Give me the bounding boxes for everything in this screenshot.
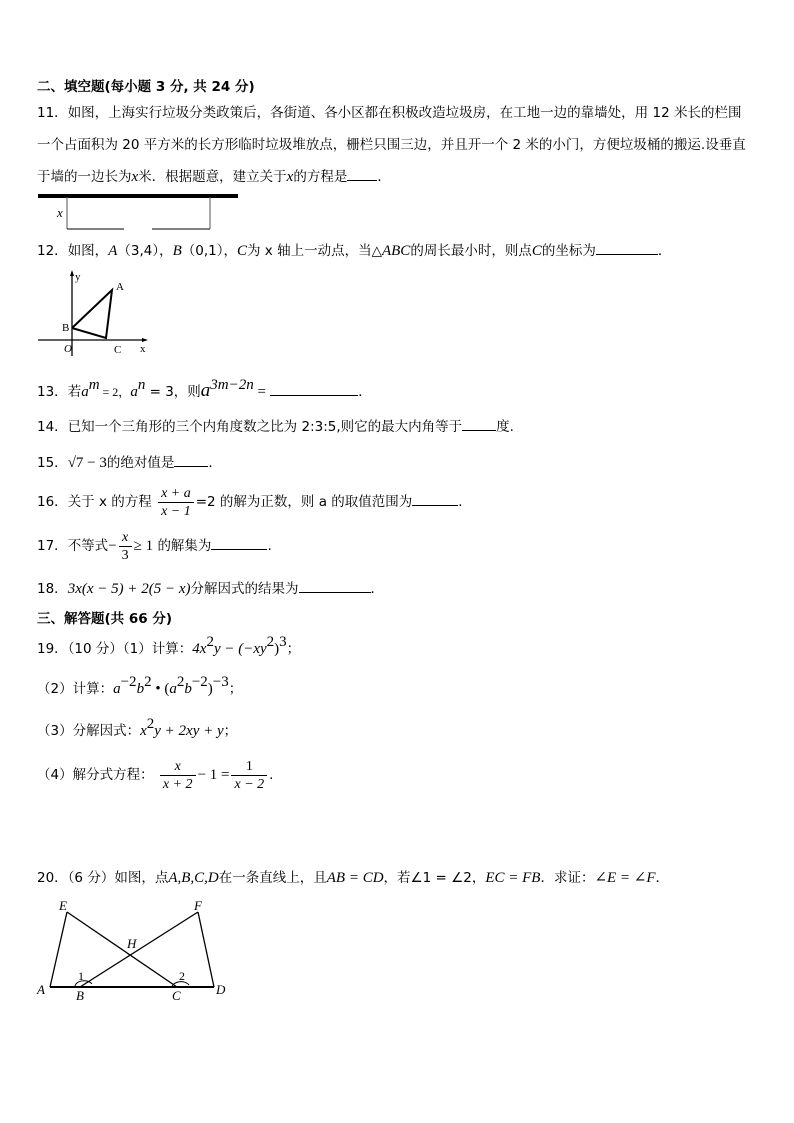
question-14-line: 14．已知一个三角形的三个内角度数之比为 2:3:5,则它的最大内角等于 度. (37, 416, 514, 436)
q20-geometry-figure (34, 894, 234, 1004)
svg-text:O: O (64, 343, 72, 355)
answer-blank[interactable] (347, 166, 377, 181)
answer-blank[interactable] (211, 535, 267, 550)
fraction: $\frac{x + a}{x - 1}$ (158, 485, 194, 520)
question-19-part-2: （2）计算：$a^{-2}b^2$ • $(a^2b^{-2})^{-3}$； (37, 674, 243, 697)
svg-text:D: D (216, 982, 226, 997)
fraction: $\frac{x}{3}$ (119, 529, 132, 564)
svg-text:B: B (76, 988, 84, 1003)
fraction: $\frac{1}{x - 2}$ (231, 758, 267, 793)
q11-fence-figure (36, 192, 246, 232)
svg-text:A: A (37, 982, 45, 997)
svg-text:F: F (194, 898, 202, 913)
section-3-heading: 三、解答题(共 66 分) (37, 611, 173, 627)
answer-blank[interactable] (299, 578, 371, 593)
question-12-line: 12．如图，A（3,4），B（0,1），C为 x 轴上一动点，当△ABC的周长最小时，则点C的坐标为 ． (37, 240, 671, 260)
question-11-line-1: 11．如图，上海实行垃圾分类政策后，各街道、各小区都在积极改造垃圾房，在工地一边的靠墙处，用 12 米长的栏围 (37, 105, 742, 121)
question-11-line-2: 一个占面积为 20 平方米的长方形临时垃圾堆放点，栅栏只围三边，并且开一个 2 米的小门，方便垃圾桶的搬运.设垂直 (37, 137, 746, 153)
svg-text:B: B (62, 322, 70, 334)
svg-text:2: 2 (179, 969, 185, 983)
question-17-line: 17．不等式− $\frac{x}{3}$ ≥ 1 的解集为 . (37, 529, 272, 563)
question-18-line: 18．3x(x − 5) + 2(5 − x)分解因式的结果为 ． (37, 578, 384, 598)
question-16-line: 16．关于 x 的方程 $\frac{x + a}{x - 1}$ =2 的解为正数，则 a 的取值范围为 ． (37, 485, 472, 519)
answer-blank[interactable] (412, 491, 458, 506)
svg-text:y: y (75, 271, 81, 283)
fence-side-label: x (57, 205, 63, 220)
question-11-line-3: 于墙的一边长为x米．根据题意，建立关于x的方程是 ． (37, 166, 391, 186)
q12-coordinate-figure (36, 268, 156, 360)
question-19-part-1: 19．（10 分）（1）计算：$4x^2y - (-xy^2)^3$； (37, 634, 301, 657)
answer-blank[interactable] (270, 381, 358, 396)
svg-text:H: H (127, 936, 137, 951)
answer-blank[interactable] (596, 240, 658, 255)
fraction: $\frac{x}{x + 2}$ (160, 758, 196, 793)
svg-text:C: C (114, 344, 122, 356)
question-20-line: 20．（6 分）如图，点A,B,C,D在一条直线上，且AB = CD，若∠1 = ∠2，EC = FB．求证：∠E = ∠F． (37, 870, 670, 886)
svg-text:x: x (140, 343, 146, 355)
answer-blank[interactable] (462, 416, 496, 431)
question-19-part-3: （3）分解因式：$x^2y + 2xy + y$； (37, 716, 238, 739)
svg-text:A: A (116, 281, 124, 293)
answer-blank[interactable] (174, 452, 208, 467)
svg-text:1: 1 (78, 969, 84, 983)
svg-text:E: E (59, 898, 67, 913)
question-13-line: 13．若$a^m = 2$，$a^n = 3$，则$a^{3m-2n}$ = ． (37, 377, 372, 401)
section-2-heading: 二、填空题(每小题 3 分, 共 24 分) (37, 79, 255, 95)
question-19-part-4: （4）解分式方程： $\frac{x}{x + 2}$ − 1 = $\frac{1}{x - 2}$ . (37, 758, 274, 792)
svg-text:C: C (172, 988, 181, 1003)
question-15-line: 15．√7 − 3的绝对值是 . (37, 452, 213, 472)
question-number: 11． (37, 105, 68, 121)
